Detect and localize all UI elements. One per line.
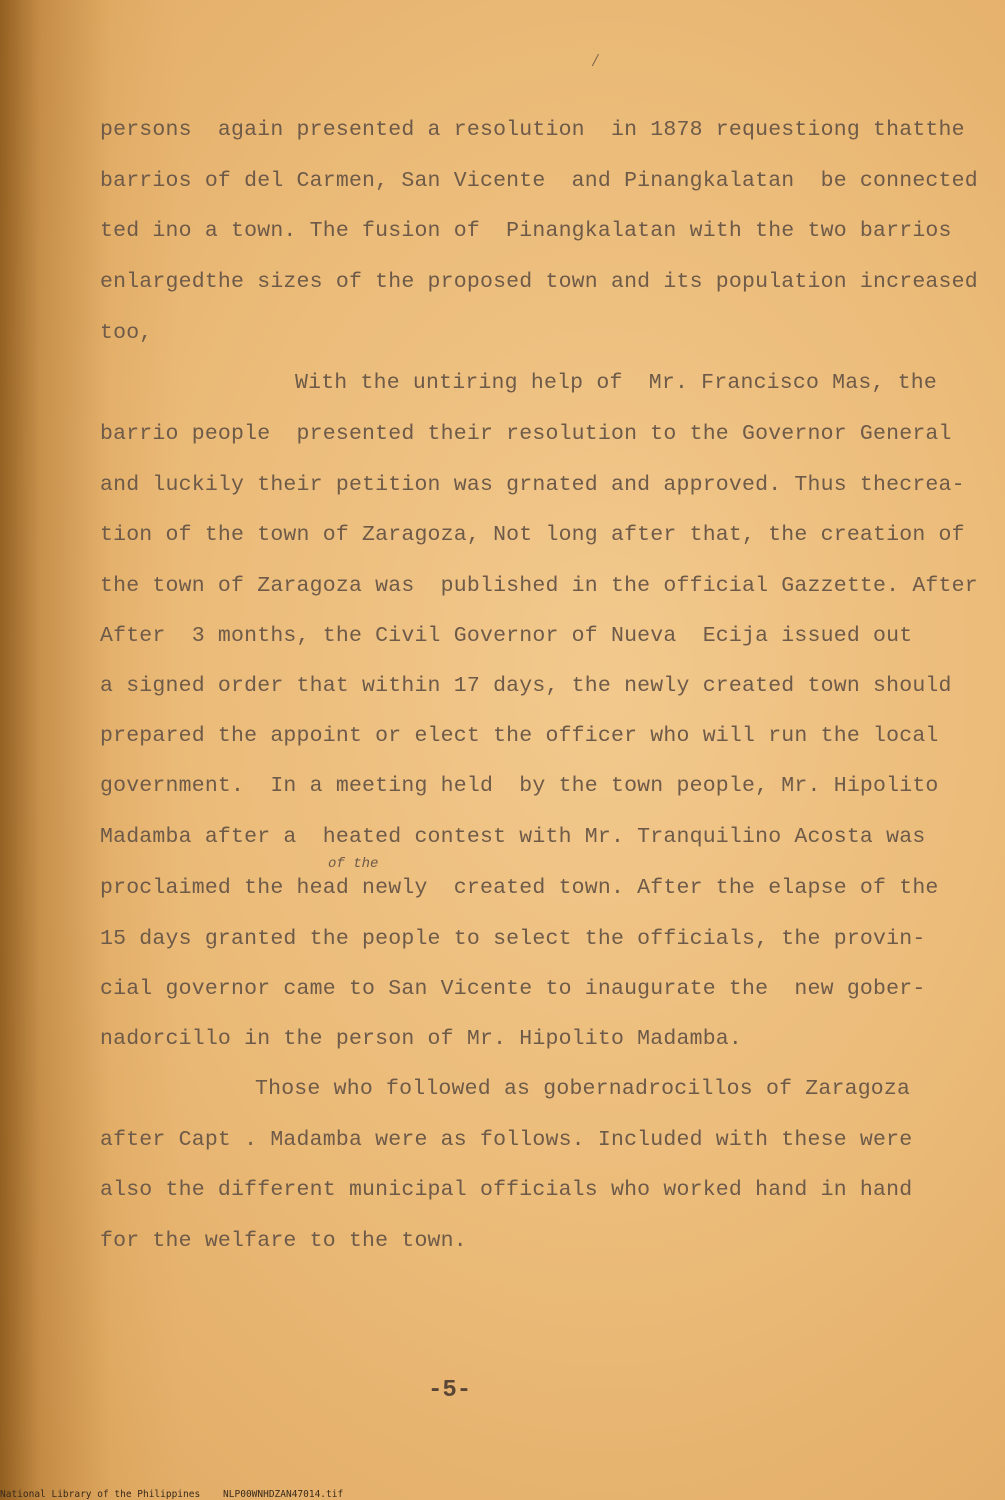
handwritten-insertion: of the: [328, 856, 379, 872]
text-line-12: a signed order that within 17 days, the newly created town should: [100, 674, 952, 698]
text-line-11: After 3 months, the Civil Governor of Nueva Ecija issued out: [100, 624, 913, 648]
text-line-7: barrio people presented their resolution to the Governor General: [100, 422, 952, 446]
text-line-2: barrios of del Carmen, San Vicente and Pinangkalatan be connected: [100, 169, 978, 193]
text-line-10: the town of Zaragoza was published in the official Gazzette. After: [100, 574, 978, 598]
text-line-6: With the untiring help of Mr. Francisco Mas, the: [295, 371, 938, 395]
archive-footer: National Library of the Philippines NLP00WNHDZAN47014.tif: [0, 1489, 344, 1500]
text-line-14: government. In a meeting held by the town people, Mr. Hipolito: [100, 774, 939, 798]
text-line-5: too,: [100, 321, 153, 345]
text-line-21: after Capt . Madamba were as follows. Included with these were: [100, 1128, 913, 1152]
text-line-15: Madamba after a heated contest with Mr. Tranquilino Acosta was: [100, 825, 926, 849]
pencil-mark: ∕: [590, 52, 601, 72]
text-line-20: Those who followed as gobernadrocillos of Zaragoza: [255, 1077, 911, 1101]
text-line-16: proclaimed the head newly created town. After the elapse of the: [100, 876, 939, 900]
text-line-13: prepared the appoint or elect the officer who will run the local: [100, 724, 939, 748]
text-line-19: nadorcillo in the person of Mr. Hipolito Madamba.: [100, 1027, 743, 1051]
text-line-18: cial governor came to San Vicente to inaugurate the new gober-: [100, 977, 926, 1001]
text-line-22: also the different municipal officials who worked hand in hand: [100, 1178, 913, 1202]
text-line-8: and luckily their petition was grnated and approved. Thus thecrea-: [100, 473, 965, 497]
text-line-17: 15 days granted the people to select the officials, the provin-: [100, 927, 926, 951]
text-line-23: for the welfare to the town.: [100, 1229, 467, 1253]
text-line-3: ted ino a town. The fusion of Pinangkalatan with the two barrios: [100, 219, 952, 243]
text-line-4: enlargedthe sizes of the proposed town and its population increased: [100, 270, 978, 294]
text-line-9: tion of the town of Zaragoza, Not long after that, the creation of: [100, 523, 965, 547]
page-number: -5-: [428, 1377, 472, 1404]
text-line-1: persons again presented a resolution in 1878 requestiong thatthe: [100, 118, 965, 142]
